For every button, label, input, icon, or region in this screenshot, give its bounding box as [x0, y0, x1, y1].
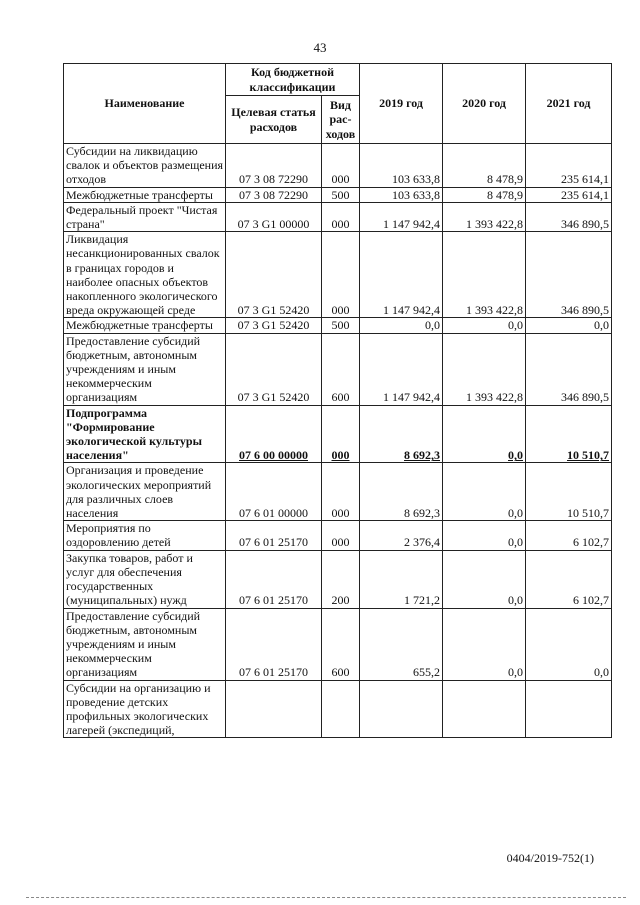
- cell-name: Предоставление субсидий бюджетным, автономным учреждениям и иным некоммерческим организациям: [64, 608, 226, 680]
- cell-2020: 8 478,9: [443, 144, 526, 188]
- cell-vid: [322, 680, 360, 738]
- cell-name: Подпрограмма "Формирование экологической культуры населения": [64, 405, 226, 463]
- table-row: [64, 318, 612, 333]
- cell-2020: 0,0: [443, 463, 526, 521]
- cell-2021: 10 510,7: [526, 463, 612, 521]
- table-row: [64, 187, 612, 202]
- cell-2019: 1 721,2: [360, 550, 443, 608]
- cell-name: Федеральный проект "Чистая страна": [64, 202, 226, 231]
- cell-2019: 8 692,3: [360, 405, 443, 463]
- cell-target: 07 3 G1 52420: [226, 232, 322, 318]
- cell-vid: 500: [322, 187, 360, 202]
- table-row: [64, 202, 612, 231]
- cell-vid: 200: [322, 550, 360, 608]
- table-row: [64, 405, 612, 463]
- header-2019: 2019 год: [360, 64, 443, 144]
- cell-2020: 0,0: [443, 318, 526, 333]
- cell-2019: 0,0: [360, 318, 443, 333]
- cell-vid: 600: [322, 333, 360, 405]
- cell-2020: 1 393 422,8: [443, 232, 526, 318]
- cell-2021: 6 102,7: [526, 550, 612, 608]
- cell-target: 07 6 01 25170: [226, 521, 322, 550]
- cell-2020: 0,0: [443, 405, 526, 463]
- document-code: 0404/2019-752(1): [506, 851, 594, 865]
- table-row: [64, 333, 612, 405]
- cell-name: Ликвидация несанкционированных свалок в границах городов и наиболее опасных объектов накопленного экологического вреда окружающей среде: [64, 232, 226, 318]
- cell-2021: 346 890,5: [526, 232, 612, 318]
- cell-2020: 0,0: [443, 550, 526, 608]
- cell-2019: 655,2: [360, 608, 443, 680]
- cell-vid: 000: [322, 405, 360, 463]
- cell-2020: 1 393 422,8: [443, 333, 526, 405]
- cell-2019: 1 147 942,4: [360, 333, 443, 405]
- table-row: [64, 463, 612, 521]
- cell-2020: 0,0: [443, 608, 526, 680]
- header-target: Целевая статья расходов: [226, 96, 322, 144]
- cell-name: Закупка товаров, работ и услуг для обеспечения государственных (муниципальных) нужд: [64, 550, 226, 608]
- bottom-rule: [26, 897, 626, 898]
- cell-2021: 235 614,1: [526, 144, 612, 188]
- cell-name: Межбюджетные трансферты: [64, 318, 226, 333]
- cell-2019: 103 633,8: [360, 187, 443, 202]
- cell-2021: 346 890,5: [526, 333, 612, 405]
- cell-name: Субсидии на организацию и проведение детских профильных экологических лагерей (экспедиций,: [64, 680, 226, 738]
- cell-2021: 0,0: [526, 608, 612, 680]
- cell-2020: 8 478,9: [443, 187, 526, 202]
- cell-2019: 1 147 942,4: [360, 202, 443, 231]
- cell-target: 07 6 01 25170: [226, 608, 322, 680]
- cell-2021: [526, 680, 612, 738]
- cell-target: 07 3 08 72290: [226, 187, 322, 202]
- cell-target: 07 3 G1 00000: [226, 202, 322, 231]
- cell-2021: 6 102,7: [526, 521, 612, 550]
- table-row: [64, 680, 612, 738]
- cell-name: Межбюджетные трансферты: [64, 187, 226, 202]
- table-header: [64, 64, 612, 144]
- cell-name: Организация и проведение экологических мероприятий для различных слоев населения: [64, 463, 226, 521]
- header-name: Наименование: [64, 64, 226, 144]
- page-number: 43: [313, 40, 327, 55]
- table-row: [64, 608, 612, 680]
- cell-target: [226, 680, 322, 738]
- table-body: [64, 144, 612, 738]
- cell-name: Предоставление субсидий бюджетным, автономным учреждениям и иным некоммерческим организациям: [64, 333, 226, 405]
- header-2021: 2021 год: [526, 64, 612, 144]
- cell-2019: 1 147 942,4: [360, 232, 443, 318]
- cell-target: 07 6 01 25170: [226, 550, 322, 608]
- cell-vid: 600: [322, 608, 360, 680]
- table-row: [64, 144, 612, 188]
- cell-target: 07 3 G1 52420: [226, 318, 322, 333]
- cell-2020: 1 393 422,8: [443, 202, 526, 231]
- cell-2021: 235 614,1: [526, 187, 612, 202]
- header-budget-code: Код бюджетной классификации: [226, 64, 360, 96]
- table-row: [64, 232, 612, 318]
- cell-2021: 0,0: [526, 318, 612, 333]
- cell-2019: 2 376,4: [360, 521, 443, 550]
- table-row: [64, 521, 612, 550]
- cell-vid: 000: [322, 232, 360, 318]
- cell-2020: [443, 680, 526, 738]
- cell-target: 07 6 01 00000: [226, 463, 322, 521]
- cell-vid: 500: [322, 318, 360, 333]
- cell-target: 07 6 00 00000: [226, 405, 322, 463]
- cell-2020: 0,0: [443, 521, 526, 550]
- cell-target: 07 3 08 72290: [226, 144, 322, 188]
- cell-vid: 000: [322, 521, 360, 550]
- budget-table: [63, 63, 612, 738]
- header-vid: Вид рас-ходов: [322, 96, 360, 144]
- cell-2021: 10 510,7: [526, 405, 612, 463]
- cell-vid: 000: [322, 144, 360, 188]
- cell-name: Субсидии на ликвидацию свалок и объектов размещения отходов: [64, 144, 226, 188]
- cell-2019: [360, 680, 443, 738]
- header-2020: 2020 год: [443, 64, 526, 144]
- table-row: [64, 550, 612, 608]
- cell-target: 07 3 G1 52420: [226, 333, 322, 405]
- cell-2019: 103 633,8: [360, 144, 443, 188]
- cell-name: Мероприятия по оздоровлению детей: [64, 521, 226, 550]
- cell-2019: 8 692,3: [360, 463, 443, 521]
- cell-2021: 346 890,5: [526, 202, 612, 231]
- cell-vid: 000: [322, 463, 360, 521]
- cell-vid: 000: [322, 202, 360, 231]
